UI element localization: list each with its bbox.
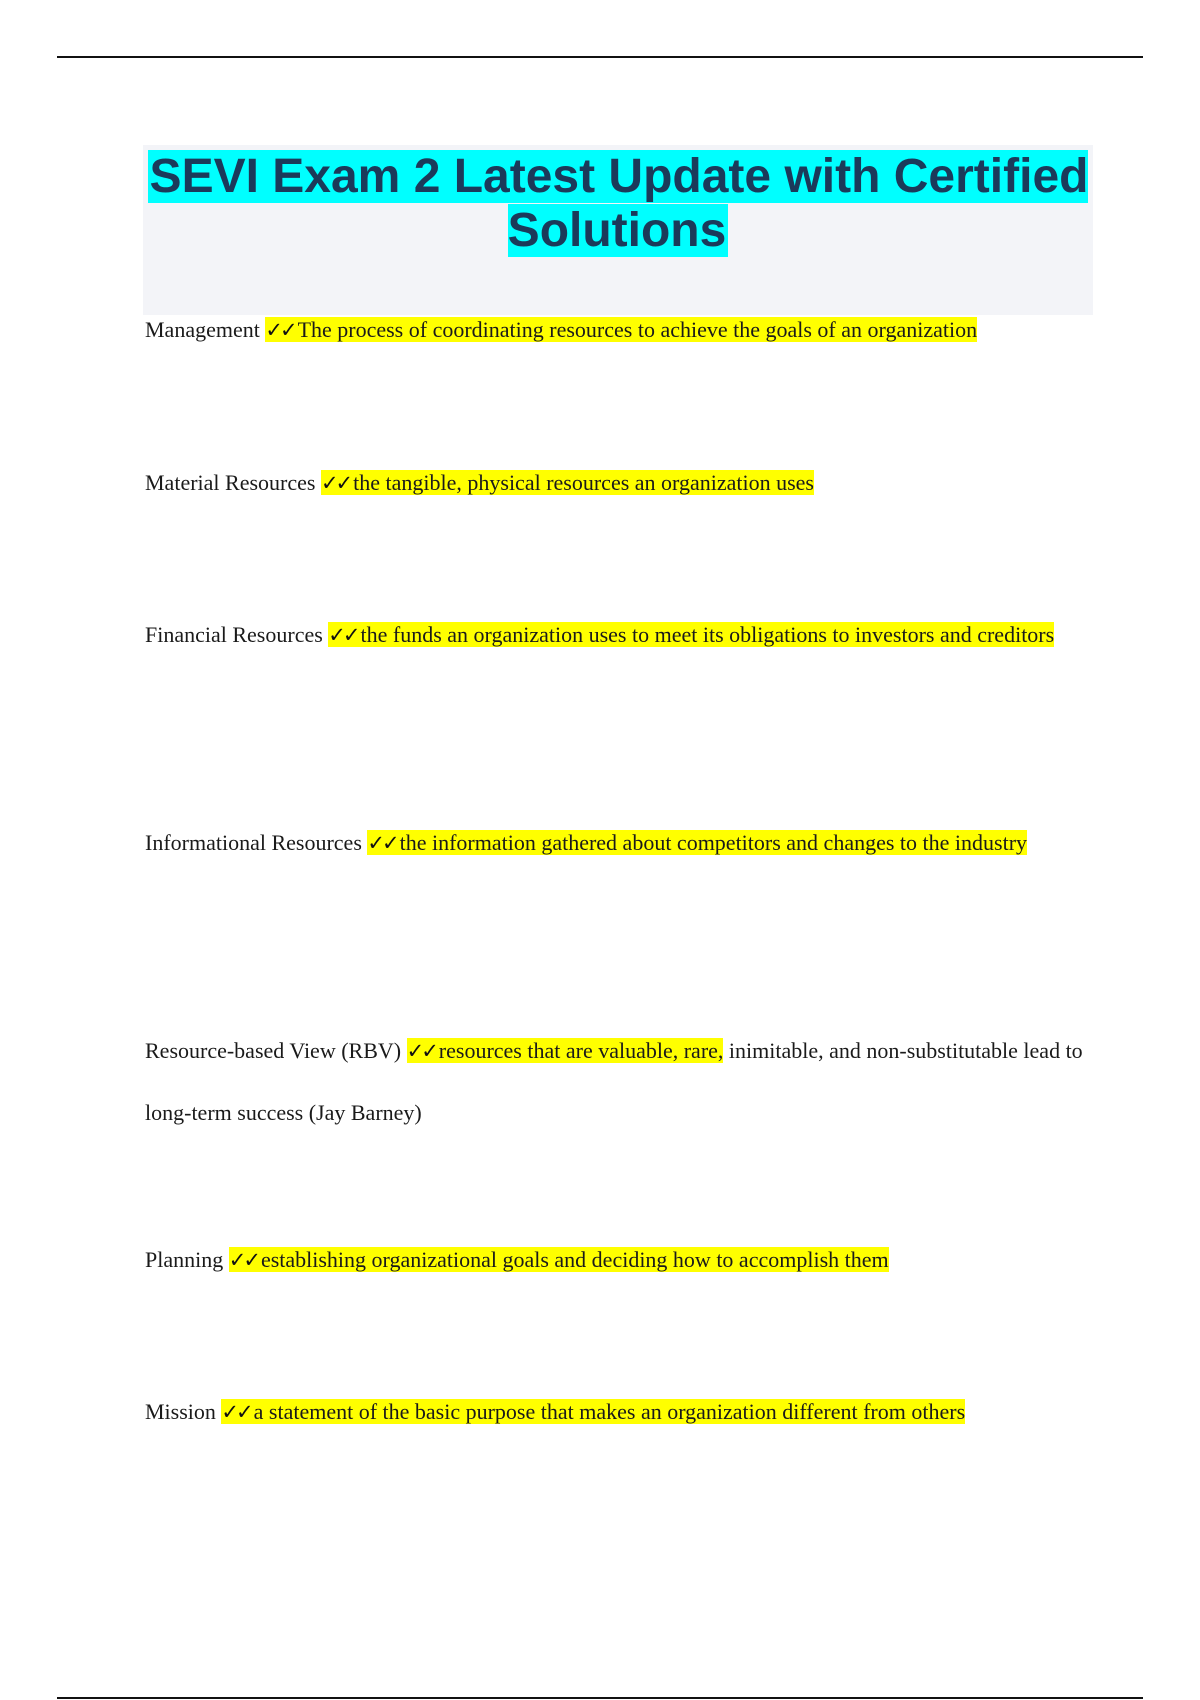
- document-title: SEVI Exam 2 Latest Update with Certified Solutions: [149, 150, 1089, 257]
- flashcard-entry: [145, 452, 1095, 514]
- entry-answer: The process of coordinating resources to achieve the goals of an organization: [297, 317, 978, 342]
- entry-answer-highlight: [221, 1399, 965, 1424]
- flashcard-entry: [145, 1229, 1095, 1291]
- entry-answer-highlight: [229, 1247, 889, 1272]
- entry-answer-unhighlighted: inimitable, and non-substitutable lead to long-term success (Jay Barney): [145, 1038, 1083, 1125]
- entry-answer: establishing organizational goals and deciding how to accomplish them: [260, 1247, 889, 1272]
- double-check-icon: ✓✓: [328, 623, 358, 647]
- double-check-icon: ✓✓: [265, 318, 295, 342]
- double-check-icon: ✓✓: [228, 1248, 258, 1272]
- double-check-icon: ✓✓: [406, 1039, 436, 1063]
- entry-answer: the funds an organization uses to meet its obligations to investors and creditors: [360, 622, 1055, 647]
- entry-term: Management: [145, 317, 260, 342]
- flashcard-entry: [145, 1020, 1095, 1143]
- entry-answer-highlight: [367, 830, 1027, 855]
- entry-answer-highlight: [328, 622, 1054, 647]
- flashcard-entry: [145, 812, 1095, 874]
- page-bottom-rule: [57, 1697, 1143, 1699]
- page-top-rule: [57, 56, 1143, 58]
- double-check-icon: ✓✓: [320, 471, 351, 495]
- entry-answer-highlight: [321, 470, 814, 495]
- entry-term: Mission: [145, 1399, 216, 1424]
- double-check-icon: ✓✓: [221, 1400, 251, 1424]
- flashcard-entry: [145, 604, 1095, 666]
- flashcard-entry: [145, 299, 1095, 361]
- entry-term: Resource-based View (RBV): [145, 1038, 402, 1063]
- entry-term: Financial Resources: [145, 622, 323, 647]
- entry-answer: the tangible, physical resources an organization uses: [353, 470, 814, 495]
- document-title-block: [143, 145, 1093, 315]
- entry-answer: resources that are valuable, rare,: [438, 1038, 724, 1063]
- entry-answer: the information gathered about competitors and changes to the industry: [399, 830, 1028, 855]
- entry-term: Informational Resources: [145, 830, 362, 855]
- flashcard-entry: [145, 1381, 1095, 1443]
- entry-answer: a statement of the basic purpose that makes an organization different from others: [253, 1399, 966, 1424]
- entry-answer-highlight: [265, 317, 977, 342]
- double-check-icon: ✓✓: [367, 831, 397, 855]
- entry-term: Planning: [145, 1247, 224, 1272]
- entry-answer-highlight: [407, 1038, 724, 1063]
- entry-term: Material Resources: [145, 470, 316, 495]
